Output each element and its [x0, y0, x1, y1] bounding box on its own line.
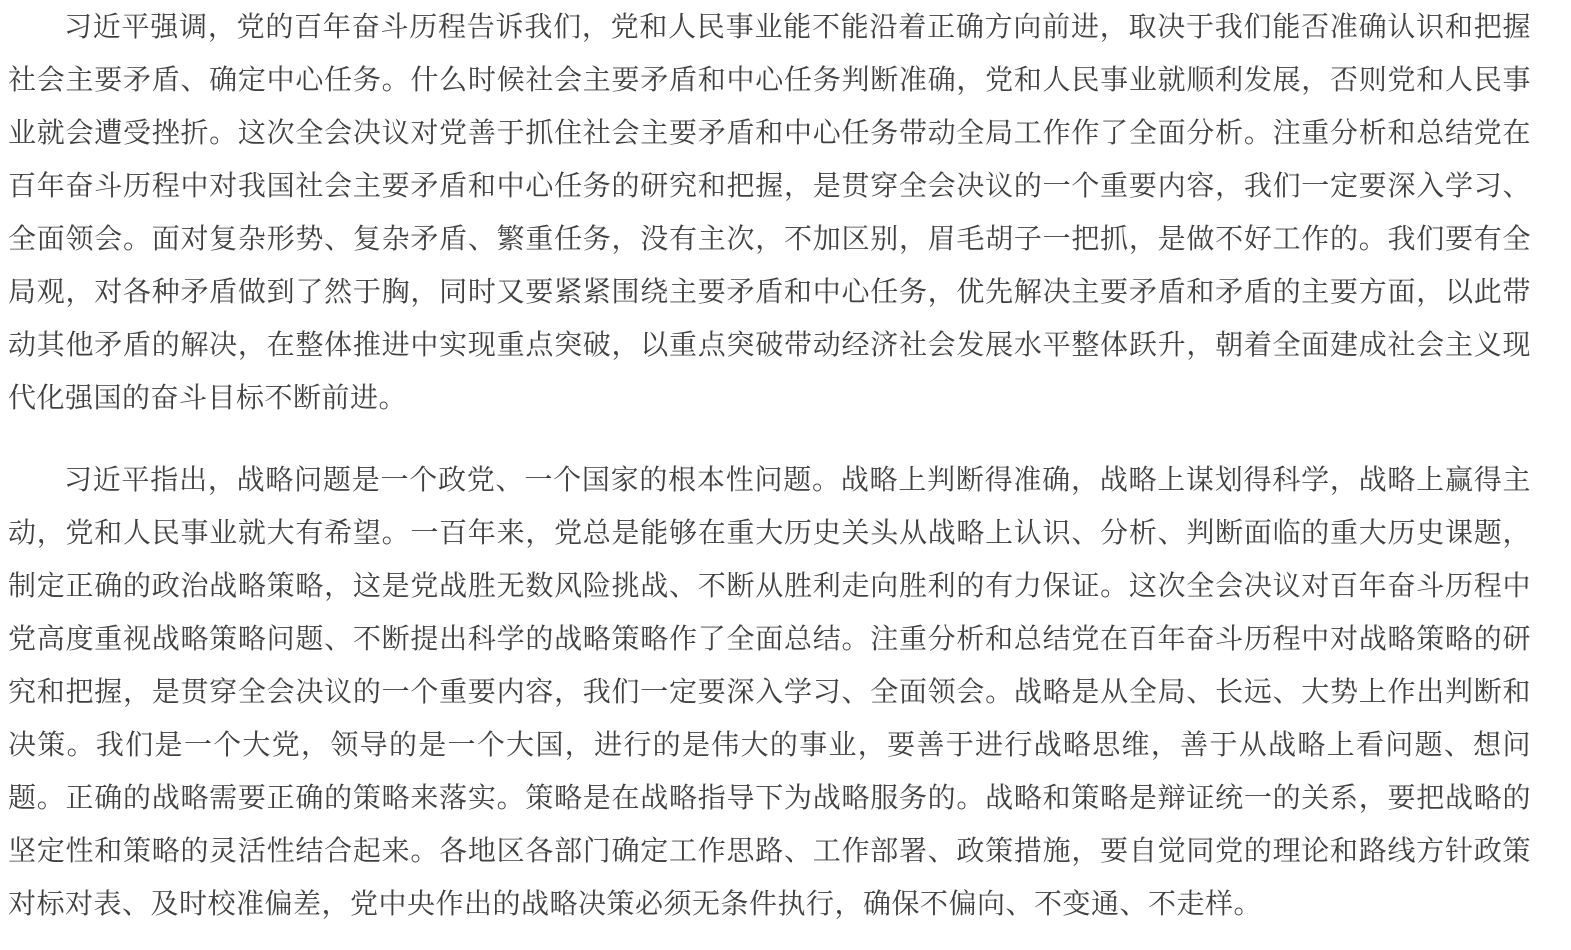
article-paragraph-1: 习近平强调，党的百年奋斗历程告诉我们，党和人民事业能不能沿着正确方向前进，取决于我们能否准确认识和把握社会主要矛盾、确定中心任务。什么时候社会主要矛盾和中心任务判断准确，党和人民事业就顺利发展，否则党和人民事业就会遭受挫折。这次全会决议对党善于抓住社会主要矛盾和中心任务带动全局工作作了全面分析。注重分析和总结党在百年奋斗历程中对我国社会主要矛盾和中心任务的研究和把握，是贯穿全会决议的一个重要内容，我们一定要深入学习、全面领会。面对复杂形势、复杂矛盾、繁重任务，没有主次，不加区别，眉毛胡子一把抓，是做不好工作的。我们要有全局观，对各种矛盾做到了然于胸，同时又要紧紧围绕主要矛盾和中心任务，优先解决主要矛盾和矛盾的主要方面，以此带动其他矛盾的解决，在整体推进中实现重点突破，以重点突破带动经济社会发展水平整体跃升，朝着全面建成社会主义现代化强国的奋斗目标不断前进。: [8, 11, 1531, 413]
article-paragraph-2: 习近平指出，战略问题是一个政党、一个国家的根本性问题。战略上判断得准确，战略上谋划得科学，战略上赢得主动，党和人民事业就大有希望。一百年来，党总是能够在重大历史关头从战略上认识、分析、判断面临的重大历史课题，制定正确的政治战略策略，这是党战胜无数风险挑战、不断从胜利走向胜利的有力保证。这次全会决议对百年奋斗历程中党高度重视战略策略问题、不断提出科学的战略策略作了全面总结。注重分析和总结党在百年奋斗历程中对战略策略的研究和把握，是贯穿全会决议的一个重要内容，我们一定要深入学习、全面领会。战略是从全局、长远、大势上作出判断和决策。我们是一个大党，领导的是一个大国，进行的是伟大的事业，要善于进行战略思维，善于从战略上看问题、想问题。正确的战略需要正确的策略来落实。策略是在战略指导下为战略服务的。战略和策略是辩证统一的关系，要把战略的坚定性和策略的灵活性结合起来。各地区各部门确定工作思路、工作部署、政策措施，要自觉同党的理论和路线方针政策对标对表、及时校准偏差，党中央作出的战略决策必须无条件执行，确保不偏向、不变通、不走样。: [8, 464, 1531, 919]
